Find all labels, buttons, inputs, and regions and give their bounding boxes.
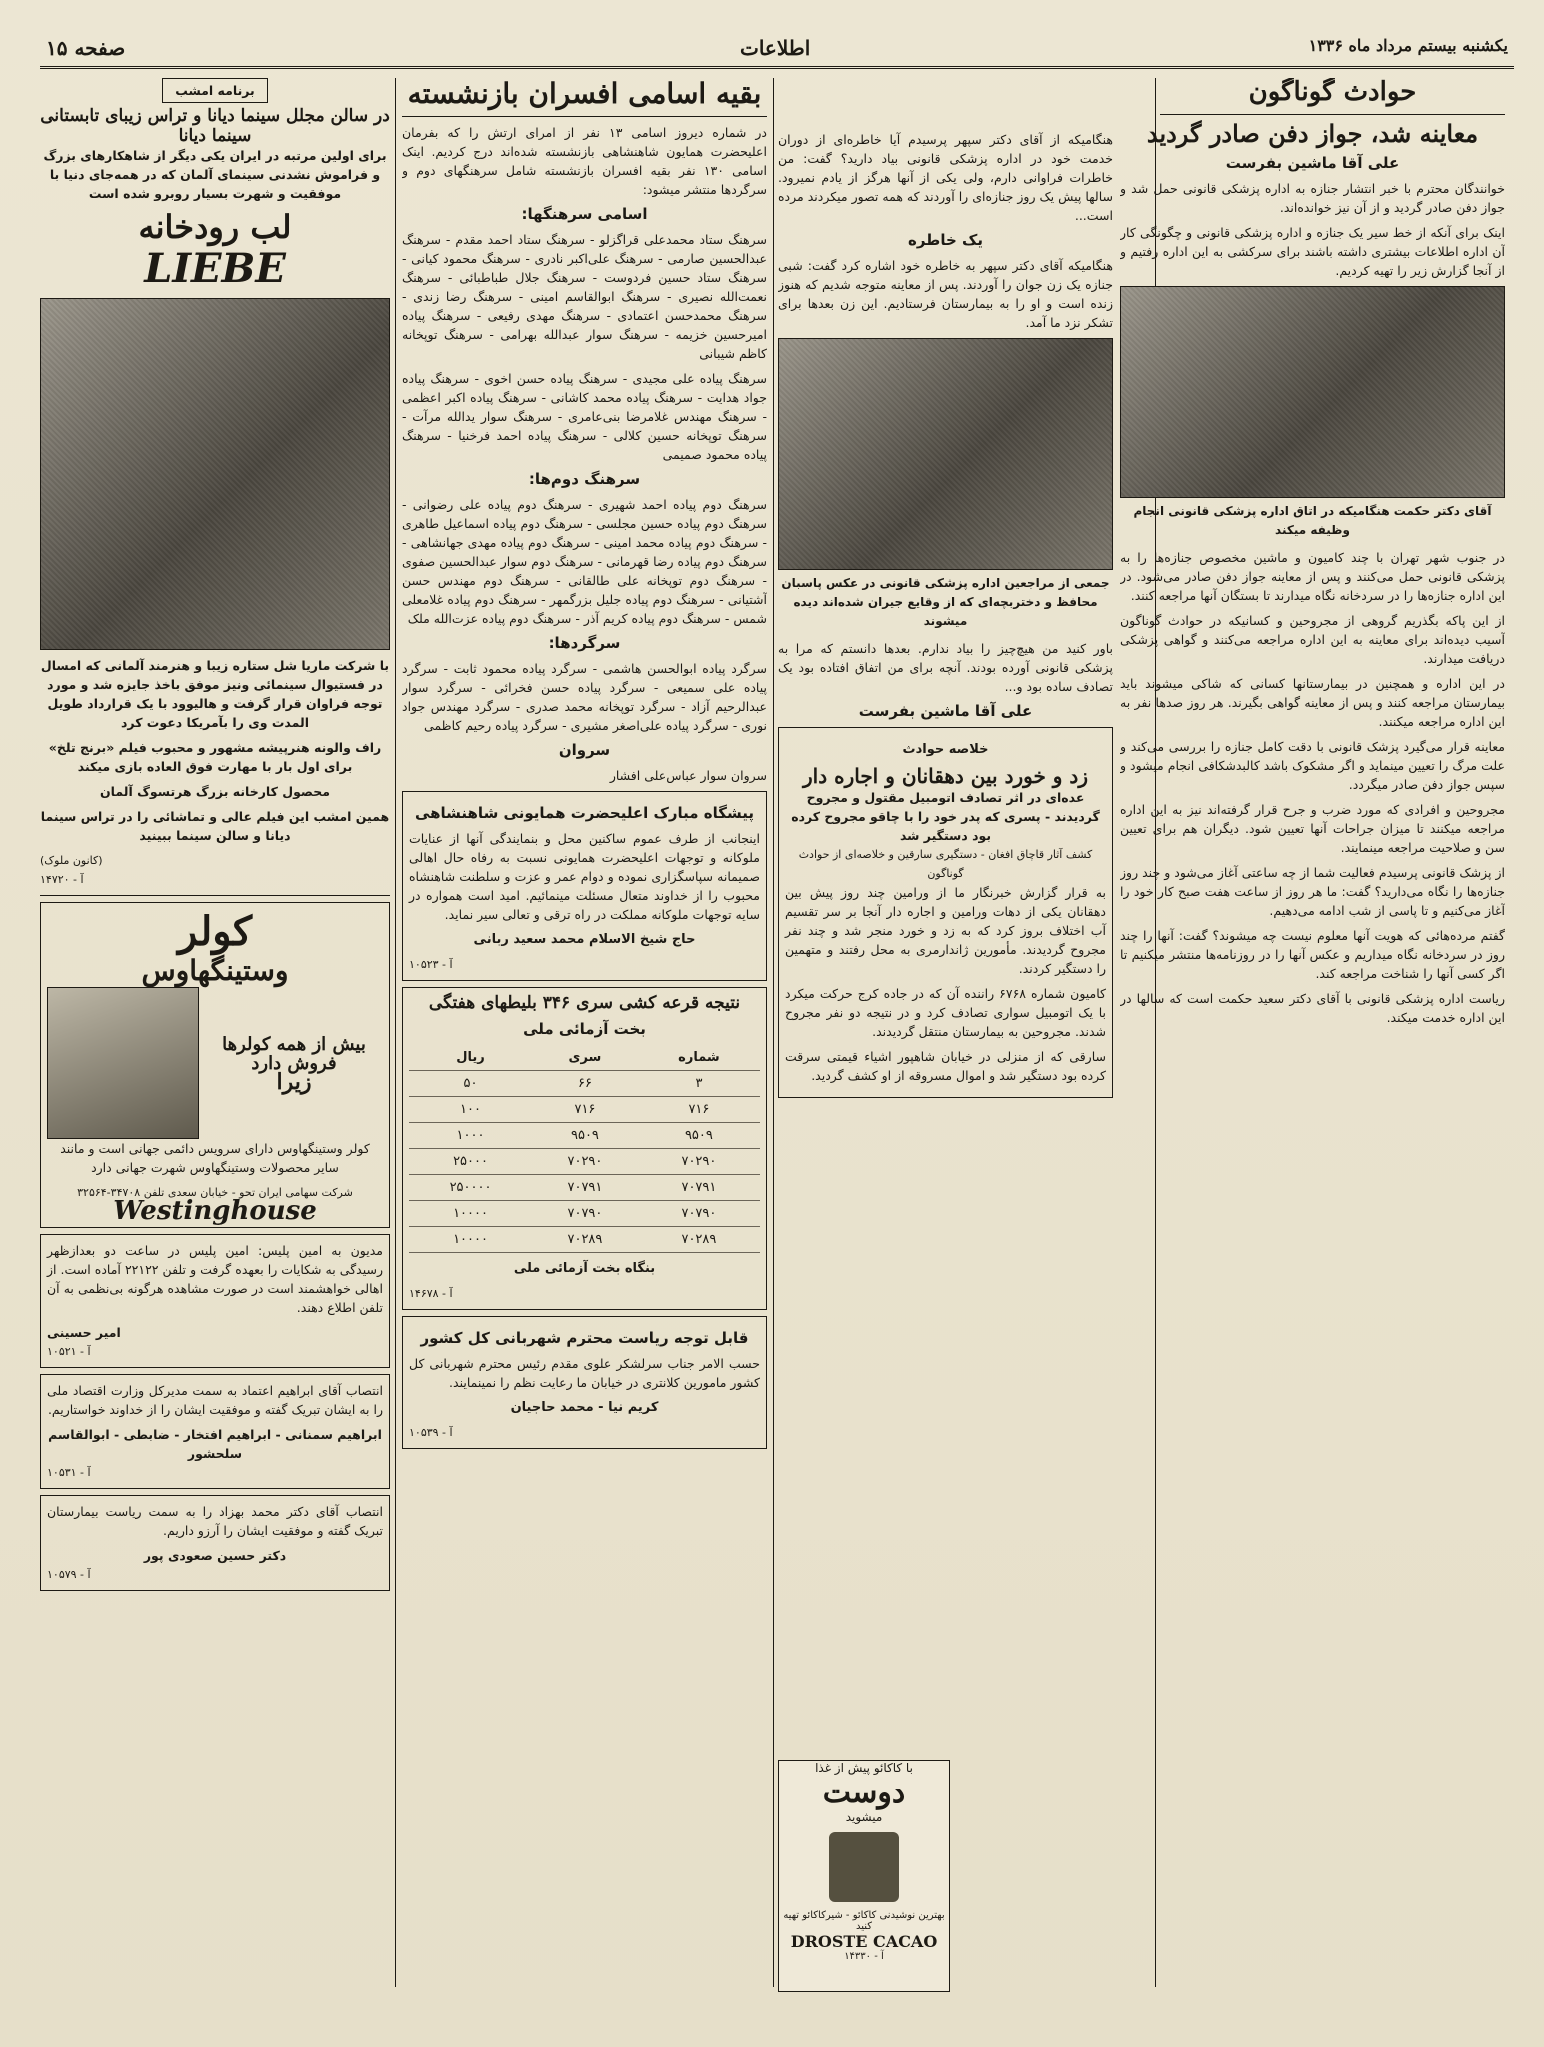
paragraph: راف والونه هنرپیشه مشهور و محبوب فیلم «برنج تلخ» برای اول بار با مهارت فوق العاده بازی میکند — [48, 739, 382, 774]
column-ads — [40, 78, 390, 1987]
paragraph: حسب الامر جناب سرلشکر علوی مقدم رئیس محترم شهربانی کل کشور مامورین کلانتری در خیابان ما رعایت نظم را نمینمایند. — [409, 1355, 760, 1390]
paragraph: ریاست اداره پزشکی قانونی با آقای دکتر سعید حکمت است که سالها در این اداره خدمت میکند. — [1120, 990, 1505, 1025]
issue-date: یکشنبه بیستم مرداد ماه ۱۳۳۶ — [1308, 36, 1508, 55]
ad-title: کولر — [178, 907, 252, 955]
subheading: اسامی سرهنگها: — [521, 205, 648, 224]
box-subheadline-2: کشف آثار قاچاق افغان - دستگیری سارقین و خلاصه‌ای از حوادث گوناگون — [798, 848, 1093, 880]
police-notice-box — [402, 1316, 767, 1449]
subheading: سرگردها: — [548, 634, 621, 653]
paragraph: هنگامیکه آقای دکتر سپهر به خاطره خود اشاره کرد گفت: شبی جنازه یک زن جوان را آوردند. پس از معاینه متوجه شدیم که هنوز زنده است و او را به بیمارستان فرستادیم. این زن بعدها برای تشکر نزد ما آمد. — [778, 258, 1113, 330]
table-row — [409, 1148, 760, 1174]
ad-code: آ - ۱۰۵۷۹ — [47, 1568, 91, 1582]
paragraph: همین امشب این فیلم عالی و تماشائی را در تراس سینما دیانا و سالن سینما ببینید — [40, 808, 390, 843]
ad-code: آ - ۱۰۵۳۱ — [47, 1466, 91, 1480]
ad-line: دوست — [822, 1775, 906, 1810]
section-title: حوادث گوناگون — [1248, 78, 1417, 107]
ad-line: زیرا — [276, 1068, 312, 1095]
lottery-cell: ۷۱۶ — [638, 1096, 760, 1122]
paragraph: معاینه قرار می‌گیرد پزشک قانونی با دقت کامل جنازه را بررسی می‌کند و علت مرگ را تعیین مینماید و اگر مشکوک باشد کالبدشکافی انجام میشود و سپس جواز دفن صادر میگردد. — [1120, 738, 1505, 792]
officer-list: سروان سوار عباس‌علی افشار — [609, 768, 767, 784]
photo-caption: آقای دکتر حکمت هنگامیکه در اتاق اداره پزشکی قانونی انجام وظیفه میکند — [1133, 503, 1492, 537]
table-row — [409, 1200, 760, 1226]
page-number: صفحه ۱۵ — [46, 36, 126, 60]
box-title: قابل توجه ریاست محترم شهربانی کل کشور — [420, 1328, 749, 1347]
signature: حاج شیخ الاسلام محمد سعید ربانی — [473, 932, 696, 948]
lottery-cell: ۷۰۷۹۰ — [532, 1200, 638, 1226]
paragraph: انتصاب آقای دکتر محمد بهزاد را به سمت ریاست بیمارستان تبریک گفته و موفقیت ایشان را آرزو داریم. — [47, 1504, 383, 1539]
paragraph: مدیون به امین پلیس: امین پلیس در ساعت دو بعدازظهر رسیدگی به شکایات را بعهده گرفت و تلفن ۲۲۱۲۲ آماده است. از اهالی خواهشمند است در صورت مشاهده هرگونه بی‌نظمی به آن تلفن اطلاع دهند. — [47, 1243, 383, 1316]
westinghouse-ad — [40, 902, 390, 1228]
ad-slogan: بهترین نوشیدنی کاکائو - شیرکاکائو تهیه کنید — [783, 1910, 945, 1932]
lottery-table — [409, 1045, 760, 1253]
subheading: یک خاطره — [908, 231, 983, 249]
lottery-cell: ۷۰۲۸۹ — [638, 1226, 760, 1252]
paragraph: اینجانب از طرف عموم ساکنین محل و بنمایندگی آنها از عنایات ملوکانه و توجهات اعلیحضرت همایونی نسبت به رفاه حال اهالی صمیمانه سپاسگزاری نموده و دوام عمر و عزت و سلطنت شاهنشاه محبوب را از خداوند متعال مسئلت مینمائیم. امید است همواره در سایه توجهات ملوکانه مملکت در راه ترقی و تعالی سیر نماید. — [409, 831, 760, 923]
lottery-cell: ۷۰۲۸۹ — [532, 1226, 638, 1252]
cooler-illustration — [47, 987, 199, 1139]
lottery-cell: ۲۵۰۰۰ — [409, 1148, 532, 1174]
paragraph: به قرار گزارش خبرنگار ما از ورامین چند روز پیش بین دهقانان یکی از دهات ورامین و اجاره دار آنجا بر سر تقسیم آب اختلاف بروز کرد که به زد و خورد منجر شد و چند نفر مجروح گردیدند. مأمورین ژاندارمری به محل رفتند و متهمین را دستگیر کردند. — [785, 885, 1106, 976]
lottery-header-cell: سری — [532, 1045, 638, 1071]
lottery-header-cell: ریال — [409, 1045, 532, 1071]
officer-list: سرهنگ دوم پیاده احمد شهیری - سرهنگ دوم پیاده علی رضوانی - سرهنگ دوم پیاده حسین مجلسی - سرهنگ دوم پیاده اسماعیل طاهری - سرهنگ دوم پیاده محمد امینی - سرهنگ دوم پیاده مهدی جهانشاهی - سرهنگ دوم پیاده رضا قهرمانی - سرهنگ دوم سوار عبدالحسین صفوی - سرهنگ دوم توپخانه علی طالقانی - سرهنگ دوم مهندس حسن آشتیانی - سرهنگ دوم پیاده جلیل بزرگمهر - سرهنگ دوم پیاده غلامعلی شمس - سرهنگ دوم پیاده کریم آذر - سرهنگ دوم پیاده عزت‌الله ملک — [402, 497, 767, 627]
lottery-title: نتیجه قرعه کشی سری ۳۴۶ بلیطهای هفتگی — [428, 993, 741, 1014]
article-headline: بقیه اسامی افسران بازنشسته — [407, 78, 762, 110]
cocoa-tin-image — [829, 1832, 899, 1902]
column-divider — [773, 78, 774, 1987]
column-memories — [778, 130, 1113, 1987]
dealer-info: شرکت سهامی ایران تحو - خیابان سعدی تلفن ۳۴۷۰۸-۳۲۵۶۴ — [77, 1186, 353, 1200]
officer-list: سرگرد پیاده ابوالحسن هاشمی - سرگرد پیاده محمود ثابت - سرگرد پیاده علی سمیعی - سرگرد پیاده حسن فخرائی - سرگرد سوار عبدالرحیم آزاد - سرگرد توپخانه محمد صدری - سرگرد مهندس جواد نوری - سرگرد پیاده علی‌اصغر مشیری - سرگرد پیاده رحیم کاظمی — [402, 661, 767, 734]
paragraph: اینک برای آنکه از خط سیر یک جنازه و اداره پزشکی قانونی و چگونگی کار آن اداره اطلاعات بیشتری داشته باشند برای سرکشی به این اداره رفتیم و از آنجا گزارش زیر را تهیه کردیم. — [1120, 224, 1505, 278]
ad-title: وستینگهاوس — [141, 953, 289, 987]
film-title-en: LIEBE — [144, 244, 286, 292]
royal-thanks-box — [402, 791, 767, 981]
officer-list: سرهنگ ستاد محمدعلی قراگزلو - سرهنگ ستاد احمد مقدم - سرهنگ عبدالحسین صارمی - سرهنگ علی‌اکبر نادری - سرهنگ محمود کیانی - سرهنگ ستاد حسین فردوست - سرهنگ جلال طباطبائی - سرهنگ نعمت‌الله نصیری - سرهنگ ابوالقاسم امینی - سرهنگ رضا زندی - سرهنگ محمدحسن اعتمادی - سرهنگ مهدی رفیعی - سرهنگ پیاده امیرحسین خزیمه - سرهنگ سوار عبدالله بهرامی - سرهنگ توپخانه کاظم شیبانی — [402, 232, 767, 362]
lottery-cell: ۱۰۰۰۰ — [409, 1200, 532, 1226]
ad-code: آ - ۱۰۵۳۹ — [409, 1425, 453, 1439]
paragraph: مجروحین و افرادی که مورد ضرب و جرح قرار گرفته‌اند نیز به این اداره مراجعه میکنند تا میزان جراحات آنها تعیین شود. دیگران هم برای تعیین سن و صلاحیت مراجعه مینمایند. — [1120, 801, 1505, 855]
lottery-results-box — [402, 987, 767, 1310]
cinema-intro: در سالن مجلل سینما دیانا و تراس زیبای تابستانی سینما دیانا — [40, 106, 390, 146]
lottery-cell: ۷۰۷۹۱ — [532, 1174, 638, 1200]
ad-line: با کاکائو پیش از غذا — [815, 1761, 913, 1775]
table-row — [409, 1070, 760, 1096]
lottery-subtitle: بخت آزمائی ملی — [523, 1019, 646, 1038]
photo-clinic-visitors — [778, 338, 1113, 570]
paragraph: در این اداره و همچنین در بیمارستانها کسانی که شاکی میشوند باید بیمارستان مراجعه کنند و پس از معاینه گواهی بگیرند. هر روز صدها نفر به این اداره مراجعه میکنند. — [1120, 675, 1505, 729]
ad-code: آ - ۱۴۶۷۸ — [409, 1286, 453, 1300]
signature: کریم نیا - محمد حاجیان — [510, 1399, 659, 1415]
table-row — [409, 1122, 760, 1148]
lottery-header-cell: شماره — [638, 1045, 760, 1071]
byline: علی آقا ماشین بفرست — [858, 702, 1033, 720]
notice-doctor — [40, 1495, 390, 1591]
program-label: برنامه امشب — [162, 78, 268, 103]
column-divider — [395, 78, 396, 1987]
subheading: سروان — [558, 741, 611, 760]
paragraph: از این پاکه بگذریم گروهی از مجروحین و کسانیکه در حوادث گوناگون آسیب دیده‌اند برای معاینه به این اداره مراجعه می‌کنند و گواهی پزشکی دریافت میدارند. — [1120, 612, 1505, 666]
news-summary-box — [778, 727, 1113, 1098]
lottery-cell: ۹۵۰۹ — [638, 1122, 760, 1148]
table-row — [409, 1096, 760, 1122]
ad-line: فروش دارد — [251, 1052, 337, 1074]
signature: دکتر حسین صعودی پور — [143, 1548, 287, 1564]
paragraph: انتصاب آقای ابراهیم اعتماد به سمت مدیرکل وزارت اقتصاد ملی را به ایشان تبریک گفته و موفقیت ایشان را از خداوند خواستاریم. — [47, 1383, 383, 1418]
box-headline: زد و خورد بین دهقانان و اجاره دار — [803, 764, 1088, 788]
lottery-cell: ۷۰۲۹۰ — [532, 1148, 638, 1174]
ad-brand: DROSTE CACAO — [790, 1932, 938, 1951]
paragraph: گفتم مرده‌هائی که هویت آنها معلوم نیست چه میشوند؟ گفت: آنها را چند روز در سردخانه نگاه میداریم و عکس آنها را در روزنامه‌ها منتشر میکنیم تا اگر کسی آنها را شناخت مراجعه کند. — [1120, 927, 1505, 981]
page-header — [40, 32, 1514, 69]
lottery-cell: ۷۰۷۹۱ — [638, 1174, 760, 1200]
droste-cacao-ad — [778, 1760, 950, 1992]
officer-list: سرهنگ پیاده علی مجیدی - سرهنگ پیاده حسن اخوی - سرهنگ پیاده جواد هدایت - سرهنگ پیاده محمد کاشانی - سرهنگ پیاده اکبر اعظمی - سرهنگ مهندس غلامرضا بنی‌عامری - سرهنگ سوار یدالله مرآت - سرهنگ توپخانه حسین کلالی - سرهنگ پیاده احمد فرخنیا - سرهنگ پیاده محمود صمیمی — [402, 371, 767, 463]
brand-logo: Westinghouse — [113, 1196, 317, 1227]
paragraph: در شماره دیروز اسامی ۱۳ نفر از امرای ارتش را که بفرمان اعلیحضرت همایون شاهنشاهی بازنشسته شده‌اند درج کردیم. اینک اسامی ۱۳۰ نفر بقیه افسران بازنشسته شامل سرهنگهای دوم و سرگردها منتشر میشود: — [402, 125, 767, 198]
box-subheadline: عده‌ای در اثر تصادف اتومبیل مقتول و مجروح گردیدند - پسری که پدر خود را با چاقو مجروح کرده بود دستگیر شد — [791, 790, 1100, 843]
lottery-cell: ۳ — [638, 1070, 760, 1096]
column-retired-officers — [402, 78, 767, 1987]
subheading: سرهنگ دوم‌ها: — [528, 470, 641, 489]
feature-byline: علی آقا ماشین بفرست — [1225, 153, 1400, 172]
notice-congrats — [40, 1374, 390, 1489]
lottery-cell: ۷۱۶ — [532, 1096, 638, 1122]
ad-code: آ - ۱۰۵۲۱ — [47, 1345, 91, 1359]
lottery-cell: ۶۶ — [532, 1070, 638, 1096]
paragraph: محصول کارخانه بزرگ هرتسوگ آلمان — [100, 783, 330, 799]
lottery-cell: ۷۰۷۹۰ — [638, 1200, 760, 1226]
feature-intro: خوانندگان محترم با خبر انتشار جنازه به اداره پزشکی قانونی حمل شد و جواز دفن صادر گردید و از آن نیز خوانده‌اند. — [1120, 180, 1505, 215]
ad-code: آ - ۱۴۷۲۰ — [40, 872, 84, 886]
photo-doctor-office — [1120, 286, 1505, 498]
notice-police — [40, 1234, 390, 1368]
film-title-fa: لب رودخانه — [138, 208, 292, 247]
lottery-cell: ۹۵۰۹ — [532, 1122, 638, 1148]
small-note: (کانون ملوک) — [40, 853, 103, 867]
box-title: پیشگاه مبارک اعلیحضرت همایونی شاهنشاهی — [414, 804, 755, 823]
paragraph: هنگامیکه از آقای دکتر سپهر پرسیدم آیا خاطره‌ای از دوران خدمت خود در اداره پزشکی قانونی بیاد دارید؟ گفت: من خاطرات فراوانی دارم، ولی یکی از آنها هرگز از یادم نمیرود. سالها پیش یک روز جنازه‌ای را آوردند که همه تصور میکردند مرده است... — [778, 132, 1113, 223]
ad-code: آ - ۱۴۳۳۰ — [844, 1951, 884, 1962]
paragraph: سارقی که از منزلی در خیابان شاهپور اشیاء قیمتی سرقت کرده بود دستگیر شد و اموال مسروقه از او کشف گردید. — [785, 1049, 1106, 1083]
signature: ابراهیم سمنانی - ابراهیم افتخار - ضابطی - ابوالقاسم سلحشور — [48, 1427, 382, 1462]
paragraph: از پزشک قانونی پرسیدم فعالیت شما از چه ساعتی آغاز می‌شود و چند روز جنازه‌ها را نگاه می‌دارید؟ گفت: ما هر روز از ساعت هفت صبح کار خود را آغاز می‌کنیم و تا پاسی از شب ادامه می‌دهیم. — [1120, 864, 1505, 918]
lottery-cell: ۱۰۰ — [409, 1096, 532, 1122]
table-row — [409, 1226, 760, 1252]
lottery-cell: ۵۰ — [409, 1070, 532, 1096]
photo-caption: جمعی از مراجعین اداره پزشکی قانونی در عکس پاسبان محافظ و دختربچه‌ای که از وقایع جیران شده‌اند دیده میشوند — [781, 576, 1110, 628]
paragraph: کولر وستینگهاوس دارای سرویس دائمی جهانی است و مانند سایر محصولات وستینگهاوس شهرت جهانی دارد — [60, 1141, 370, 1176]
paragraph: برای اولین مرتبه در ایران یکی دیگر از شاهکارهای بزرگ و فراموش نشدنی سینمای آلمان که در همه‌جای دنیا با موفقیت و شهرت بسیار روبرو شده است — [43, 148, 387, 202]
incidents-feature — [1120, 120, 1505, 1987]
ad-code: آ - ۱۰۵۲۳ — [409, 958, 453, 972]
newspaper-name: اطلاعات — [740, 36, 811, 60]
lottery-cell: ۲۵۰۰۰۰ — [409, 1174, 532, 1200]
box-title: خلاصه حوادث — [902, 742, 989, 757]
paragraph: با شرکت ماریا شل ستاره زیبا و هنرمند آلمانی که امسال در فستیوال سینمائی ونیز موفق باخذ جایزه شد و مورد توجه فراوان قرار گرفت و هالیوود با یک قرارداد طویل المدت وی را بآمریکا دعوت کرد — [40, 657, 390, 730]
table-row — [409, 1174, 760, 1200]
paragraph: باور کنید من هیچ‌چیز را بیاد ندارم. بعدها دانستم که مرا به پزشکی قانونی آورده بودند. آنچه برای من اتفاق افتاده بود یک تصادف ساده بود و... — [778, 641, 1113, 694]
lottery-cell: ۷۰۲۹۰ — [638, 1148, 760, 1174]
film-still-photo — [40, 298, 390, 650]
paragraph: کامیون شماره ۶۷۶۸ راننده آن که در جاده کرج حرکت میکرد با یک اتومبیل سواری تصادف کرد و در نتیجه دو نفر مجروح شدند. مجروحین به بیمارستان منتقل گردیدند. — [785, 986, 1107, 1039]
ad-line: میشوید — [845, 1810, 883, 1824]
signature: امیر حسینی — [47, 1325, 121, 1341]
lottery-cell: ۱۰۰۰۰ — [409, 1226, 532, 1252]
lottery-cell: ۱۰۰۰ — [409, 1122, 532, 1148]
paragraph: در جنوب شهر تهران با چند کامیون و ماشین مخصوص جنازه‌ها را به پزشکی قانونی حمل می‌کنند و پس از معاینه جواز دفن صادر می‌شود. در این اداره جنازه‌ها را در سردخانه نگاه میدارند تا بستگان آنها مراجعه کنند. — [1120, 549, 1505, 603]
ad-line: بیش از همه کولرها — [222, 1033, 366, 1055]
feature-headline: معاینه شد، جواز دفن صادر گردید — [1146, 120, 1479, 148]
lottery-footer: بنگاه بخت آزمائی ملی — [513, 1260, 656, 1276]
